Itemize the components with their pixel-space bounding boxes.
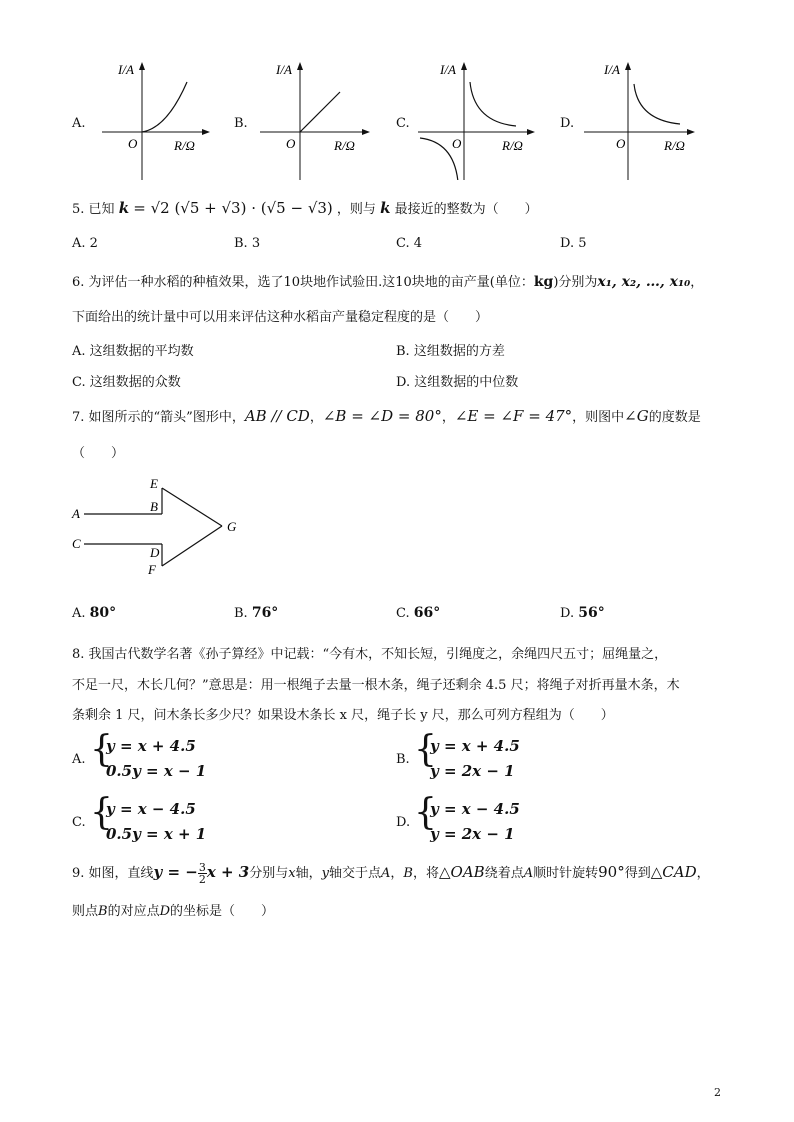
q7-label-f: F [148, 562, 156, 577]
q7-label-e: E [150, 476, 158, 491]
q7-option-d[interactable]: D. 56° [560, 605, 605, 621]
q5-option-a[interactable]: A. 2 [72, 236, 98, 251]
q5-option-d[interactable]: D. 5 [560, 236, 587, 251]
q5-option-c[interactable]: C. 4 [396, 236, 423, 251]
graph-a-y-label: I/A [118, 62, 134, 77]
graph-c-origin: O [452, 136, 462, 151]
q7-arrow-figure [70, 470, 260, 580]
q5-stem: 5. 已知 k = √2 (√5 + √3) · (√5 − √3) ，则与 k 最接近的整数为（ ） [72, 199, 538, 217]
graph-a-x-label: R/Ω [174, 138, 195, 153]
graph-a-origin: O [128, 136, 138, 151]
graph-c-x-label: R/Ω [502, 138, 523, 153]
graph-d-origin: O [616, 136, 626, 151]
q6-option-c[interactable]: C. 这组数据的众数 [72, 375, 181, 390]
graph-c-option: C. [396, 116, 410, 131]
q9-stem-line2: 则点B的对应点D的坐标是（ ） [72, 904, 275, 919]
q7-label-b: B [150, 499, 158, 514]
q8-stem-line3: 条剩余 1 尺，问木条长多少尺？如果设木条长 x 尺，绳子长 y 尺，那么可列方程组为（ ） [72, 708, 614, 723]
q6-stem-line1: 6. 为评估一种水稻的种植效果，选了10块地作试验田.这10块地的亩产量(单位：kg)分别为x₁, x₂, …, x₁₀， [72, 274, 704, 290]
q8-stem-line2: 不足一尺，木长几何？”意思是：用一根绳子去量一根木条，绳子还剩余 4.5 尺；将绳子对折再量木条，木 [72, 678, 680, 693]
q6-option-a[interactable]: A. 这组数据的平均数 [72, 344, 194, 359]
graph-d-x-label: R/Ω [664, 138, 685, 153]
q7-option-c[interactable]: C. 66° [396, 605, 441, 621]
graph-b-y-label: I/A [276, 62, 292, 77]
q8-stem-line1: 8. 我国古代数学名著《孙子算经》中记载：“今有木，不知长短，引绳度之，余绳四尺五寸；屈绳量之， [72, 647, 668, 662]
q7-option-a[interactable]: A. 80° [72, 605, 117, 621]
q6-option-d[interactable]: D. 这组数据的中位数 [396, 375, 519, 390]
graph-b-origin: O [286, 136, 296, 151]
q7-stem-line2: （ ） [72, 446, 125, 461]
page-number: 2 [714, 1086, 721, 1099]
q7-label-c: C [72, 536, 81, 551]
graph-b-option: B. [234, 116, 248, 131]
q7-stem-line1: 7. 如图所示的“箭头”图形中，AB // CD，∠B = ∠D = 80°，∠E = ∠F = 47°，则图中∠G的度数是 [72, 407, 701, 425]
q7-label-a: A [72, 506, 80, 521]
q6-option-b[interactable]: B. 这组数据的方差 [396, 344, 505, 359]
graph-b-x-label: R/Ω [334, 138, 355, 153]
graph-d-y-label: I/A [604, 62, 620, 77]
graph-c-y-label: I/A [440, 62, 456, 77]
q7-label-d: D [150, 545, 160, 560]
graph-d [580, 60, 700, 180]
graph-d-option: D. [560, 116, 575, 131]
q7-option-b[interactable]: B. 76° [234, 605, 279, 621]
graph-a [92, 60, 212, 180]
graph-b [252, 60, 372, 180]
graph-a-option: A. [72, 116, 86, 131]
q9-fraction: $\frac{3}{2}$ [198, 861, 206, 886]
q7-label-g: G [227, 519, 237, 534]
graph-c [414, 60, 538, 180]
q9-stem-line1: 9. 如图，直线y = − $\frac{3}{2}$ x + 3分别与x轴，y轴交于点A，B，将△OAB绕着点A顺时针旋转90°得到△CAD， [72, 861, 710, 886]
q6-stem-line2: 下面给出的统计量中可以用来评估这种水稻亩产量稳定程度的是（ ） [72, 310, 489, 325]
q5-option-b[interactable]: B. 3 [234, 236, 261, 251]
